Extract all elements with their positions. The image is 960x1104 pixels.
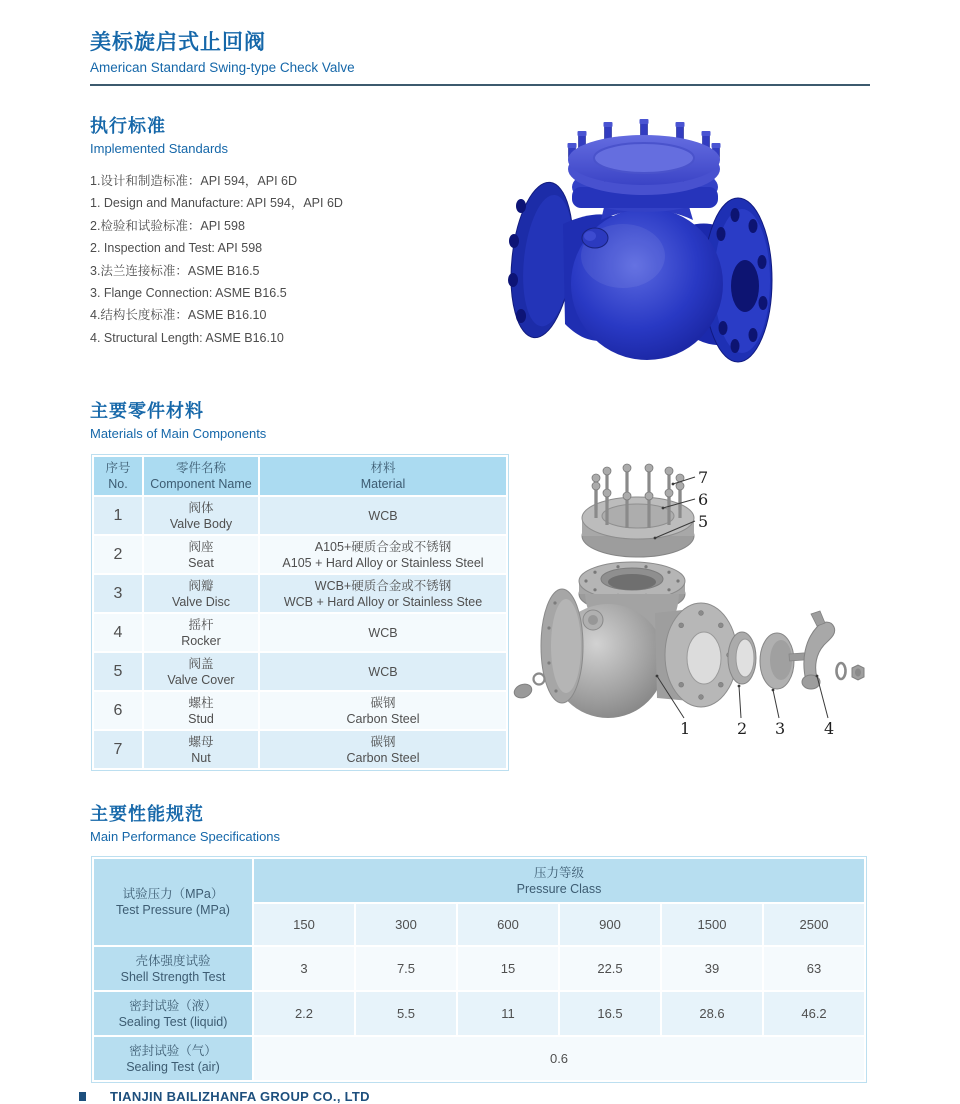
check-valve-render [495, 98, 880, 376]
standards-heading-cn: 执行标准 [90, 116, 166, 136]
standards-item: 3.法兰连接标准：ASME B16.5 [90, 263, 260, 278]
materials-header-row [93, 456, 507, 496]
table-row: 4 摇杆 Rocker WCB [93, 613, 507, 652]
footer-company-name: TIANJIN BAILIZHANFA GROUP CO., LTD [110, 1089, 370, 1104]
callout-7: 7 [698, 468, 709, 487]
table-row: 2 阀座 Seat A105+硬质合金或不锈钢 A105 + Hard Alloy or Stainless Steel [93, 535, 507, 574]
materials-heading-en: Materials of Main Components [90, 426, 267, 441]
callout-4: 4 [824, 719, 835, 738]
standards-section [90, 112, 343, 349]
callout-1: 1 [680, 719, 691, 738]
pressure-class-values-row: 150 300 600 900 1500 2500 [93, 903, 865, 946]
col-component: 零件名称 Component Name [143, 456, 259, 496]
table-row: 5 阀盖 Valve Cover WCB [93, 652, 507, 691]
materials-heading-cn: 主要零件材料 [90, 401, 204, 421]
callout-6: 6 [698, 490, 709, 509]
performance-heading-en: Main Performance Specifications [90, 829, 281, 844]
page-title: 美标旋启式止回阀 [90, 31, 266, 54]
performance-section-heading [90, 800, 280, 844]
performance-table [91, 856, 867, 1083]
table-row: 7 螺母 Nut 碳钢 Carbon Steel [93, 730, 507, 769]
standards-item: 4. Structural Length: ASME B16.10 [90, 330, 284, 345]
materials-section-heading [90, 397, 266, 441]
standards-item: 1.设计和制造标准：API 594，API 6D [90, 174, 298, 188]
page-header [90, 26, 870, 86]
callout-5: 5 [698, 512, 709, 531]
table-row: 3 阀瓣 Valve Disc WCB+硬质合金或不锈钢 WCB + Hard Alloy or Stainless Stee [93, 574, 507, 613]
performance-heading-cn: 主要性能规范 [90, 804, 204, 824]
callout-2: 2 [737, 719, 748, 738]
standards-item: 1. Design and Manufacture: API 594，API 6D [90, 196, 343, 211]
col-material: 材料 Material [259, 456, 507, 496]
title-divider [90, 84, 870, 86]
pressure-class-band-row [93, 858, 865, 903]
standards-item: 2. Inspection and Test: API 598 [90, 241, 263, 256]
shell-strength-row: 壳体强度试验 Shell Strength Test 3 7.5 15 22.5 39 63 [93, 946, 865, 991]
test-pressure-header: 试验压力（MPa） Test Pressure (MPa) [93, 858, 253, 946]
page-subtitle: American Standard Swing-type Check Valve [90, 60, 355, 75]
pressure-class-header: 压力等级 Pressure Class [253, 858, 865, 903]
standards-heading-en: Implemented Standards [90, 141, 229, 156]
standards-item: 4.结构长度标准：ASME B16.10 [90, 308, 267, 323]
table-row: 1 阀体 Valve Body WCB [93, 496, 507, 535]
callout-3: 3 [775, 719, 786, 738]
materials-table [91, 454, 509, 771]
sealing-liquid-row: 密封试验（液） Sealing Test (liquid) 2.2 5.5 11 16.5 28.6 46.2 [93, 991, 865, 1036]
standards-item: 2.检验和试验标准：API 598 [90, 218, 245, 233]
col-no: 序号 No. [93, 456, 143, 496]
standards-item: 3. Flange Connection: ASME B16.5 [90, 286, 287, 301]
table-row: 6 螺柱 Stud 碳钢 Carbon Steel [93, 691, 507, 730]
standards-list [90, 170, 343, 349]
exploded-view-diagram [505, 448, 910, 760]
sealing-air-row: 密封试验（气） Sealing Test (air) 0.6 [93, 1036, 865, 1081]
